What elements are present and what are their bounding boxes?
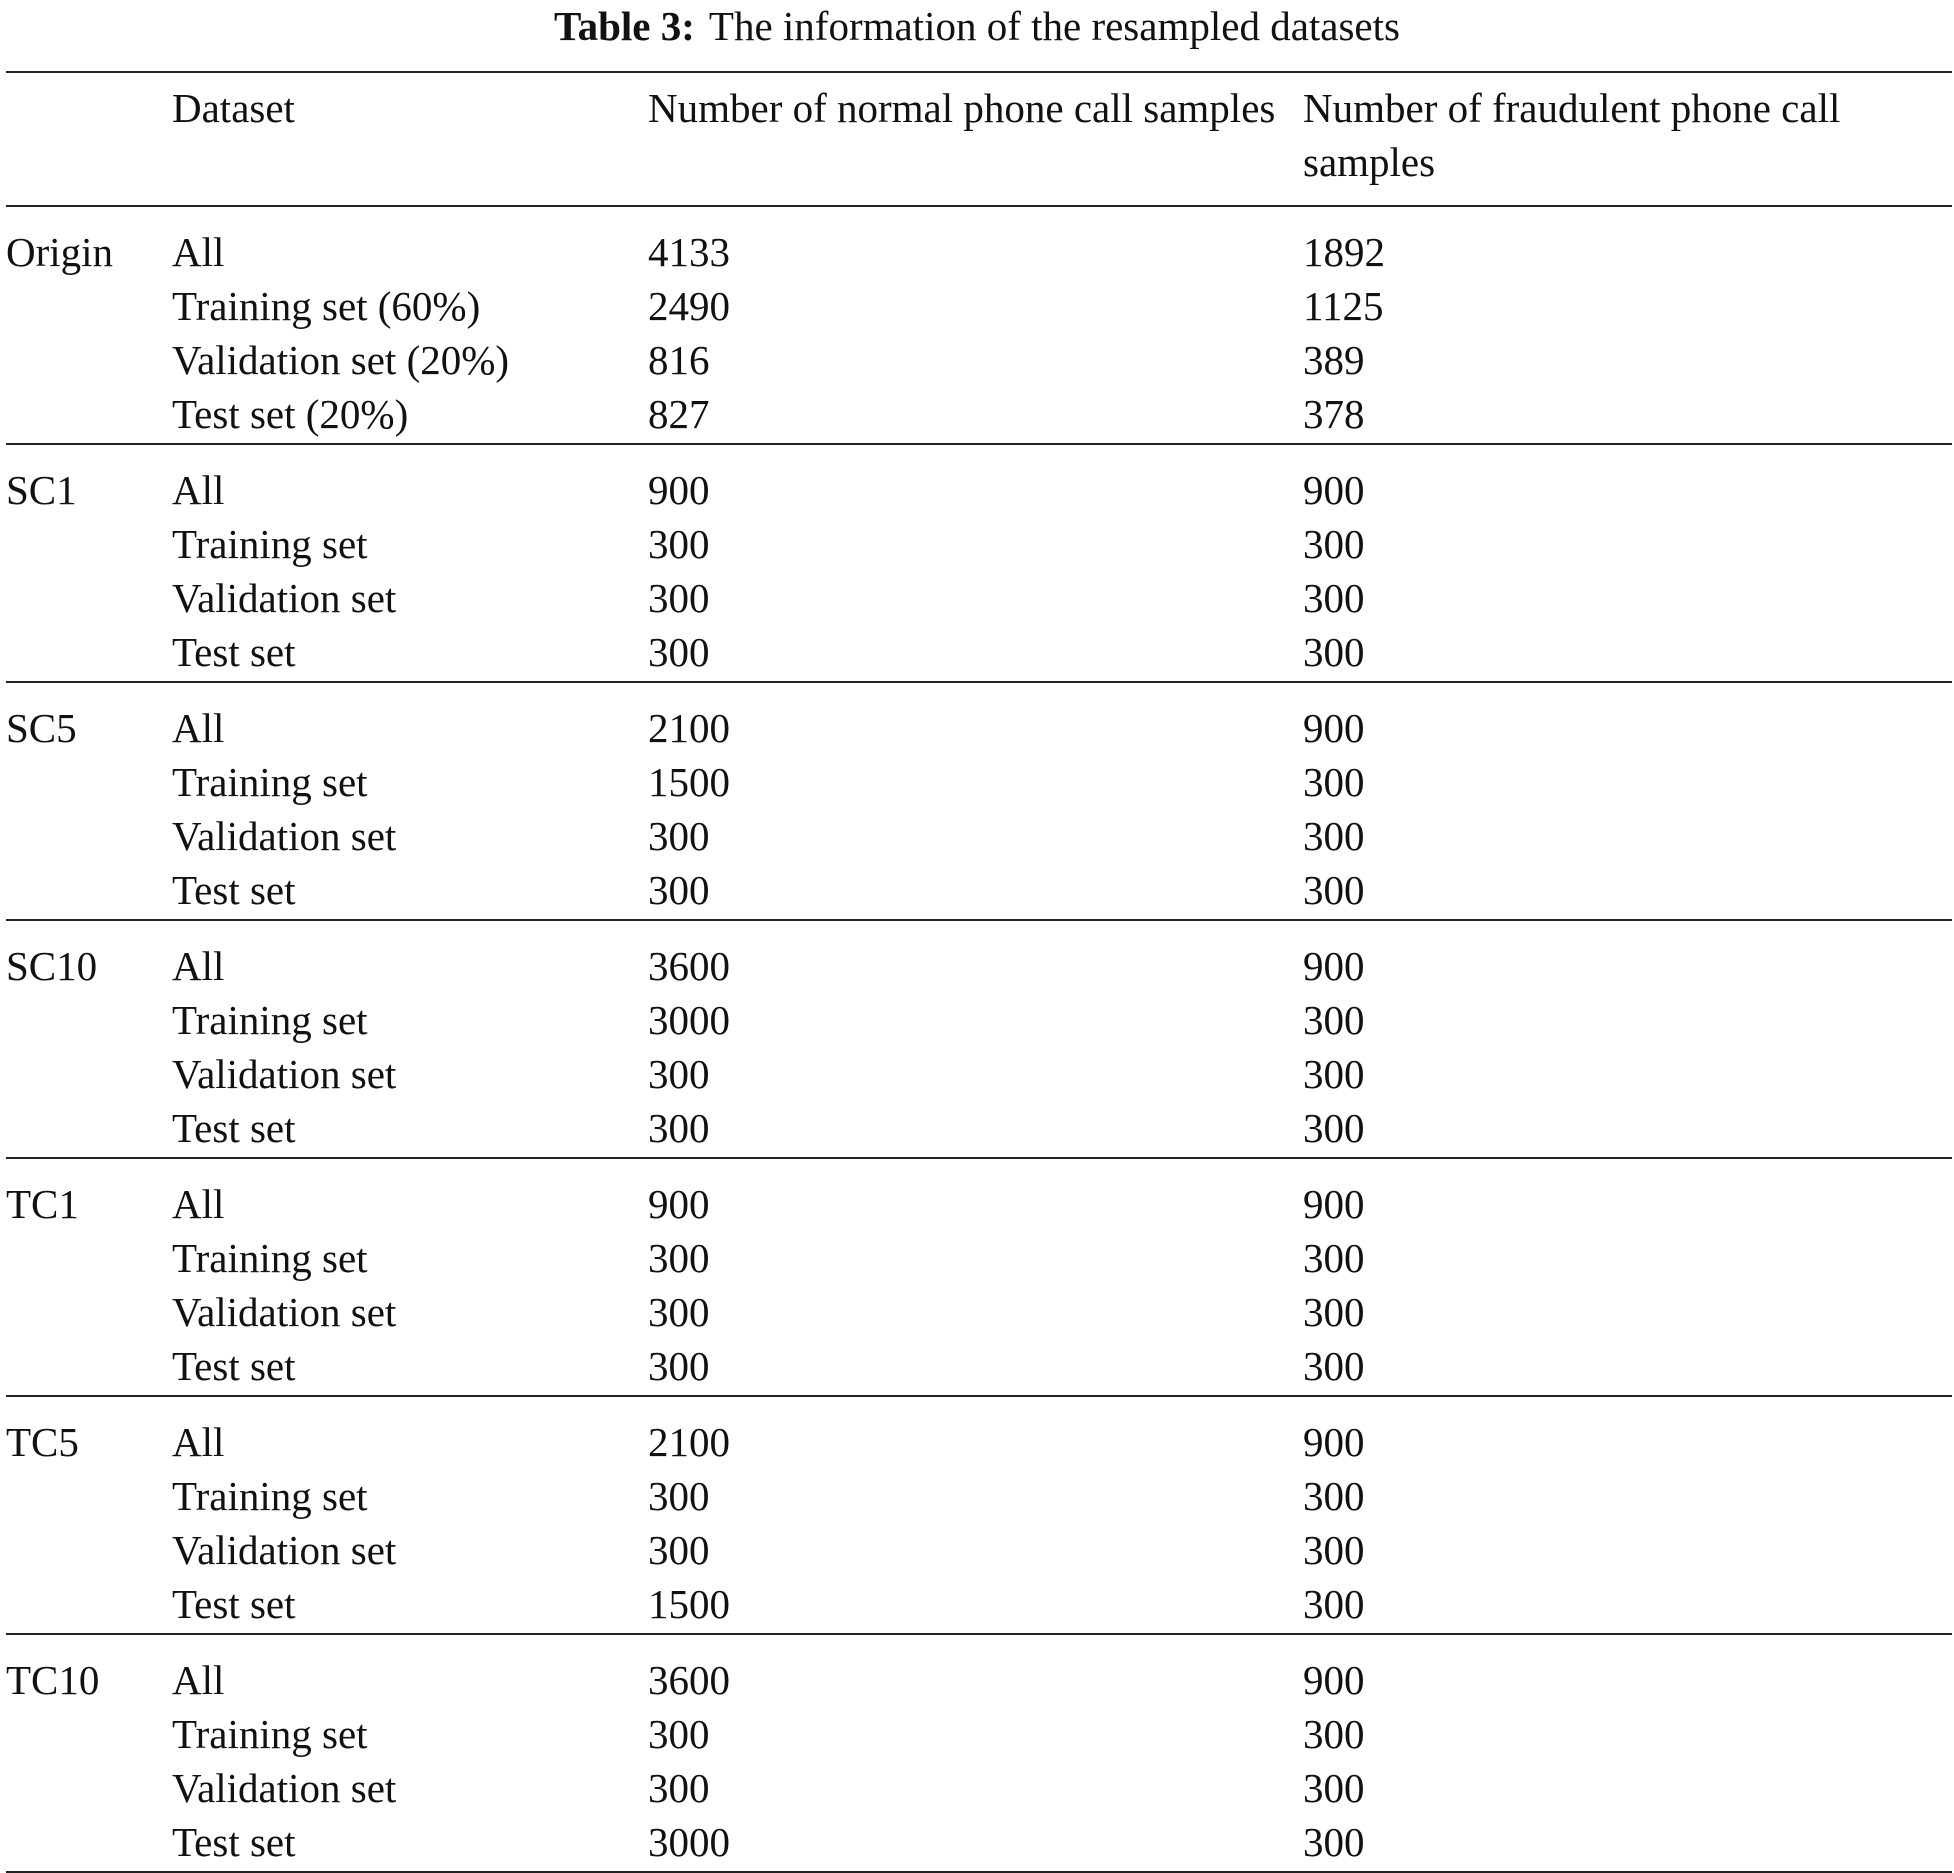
dataset-cell: All — [172, 467, 225, 513]
dataset-cell: Validation set — [172, 1765, 397, 1811]
table-row — [6, 1469, 1952, 1523]
group-label-empty — [6, 1707, 172, 1761]
dataset-cell: All — [172, 705, 225, 751]
fraudulent-count-cell: 900 — [1303, 705, 1365, 751]
table-row — [6, 1523, 1952, 1577]
column-header-fraudulent: Number of fraudulent phone call samples — [1303, 85, 1841, 185]
normal-count-cell: 3600 — [648, 943, 730, 989]
dataset-cell: Training set — [172, 1711, 368, 1757]
fraudulent-count-cell: 300 — [1303, 1581, 1365, 1627]
dataset-cell: Test set — [172, 1581, 296, 1627]
fraudulent-count-cell: 300 — [1303, 1051, 1365, 1097]
dataset-cell: Test set — [172, 1343, 296, 1389]
normal-count-cell: 300 — [648, 1235, 710, 1281]
normal-count-cell: 300 — [648, 813, 710, 859]
normal-count-cell: 300 — [648, 1343, 710, 1389]
table-row — [6, 1047, 1952, 1101]
table-row — [6, 444, 1952, 517]
group-label: TC5 — [6, 1419, 79, 1465]
dataset-cell: Training set — [172, 1473, 368, 1519]
table-row — [6, 1231, 1952, 1285]
table-row — [6, 1707, 1952, 1761]
dataset-cell: Test set (20%) — [172, 391, 409, 437]
group-label: SC10 — [6, 943, 98, 989]
normal-count-cell: 2100 — [648, 705, 730, 751]
table-row — [6, 387, 1952, 444]
dataset-cell: Training set (60%) — [172, 283, 481, 329]
fraudulent-count-cell: 1892 — [1303, 229, 1385, 275]
table-group — [6, 920, 1952, 1158]
normal-count-cell: 3000 — [648, 1819, 730, 1865]
normal-count-cell: 4133 — [648, 229, 730, 275]
group-label-empty — [6, 755, 172, 809]
fraudulent-count-cell: 300 — [1303, 1289, 1365, 1335]
fraudulent-count-cell: 300 — [1303, 1819, 1365, 1865]
fraudulent-count-cell: 378 — [1303, 391, 1365, 437]
table-row — [6, 517, 1952, 571]
dataset-cell: Test set — [172, 1105, 296, 1151]
fraudulent-count-cell: 900 — [1303, 1419, 1365, 1465]
table-group — [6, 1158, 1952, 1396]
normal-count-cell: 816 — [648, 337, 710, 383]
table-row — [6, 206, 1952, 279]
table-row — [6, 1285, 1952, 1339]
dataset-cell: Training set — [172, 521, 368, 567]
normal-count-cell: 300 — [648, 1105, 710, 1151]
group-label-empty — [6, 1339, 172, 1396]
table-group — [6, 1634, 1952, 1872]
table-group — [6, 1396, 1952, 1634]
dataset-cell: Validation set — [172, 1051, 397, 1097]
column-header-dataset: Dataset — [172, 85, 295, 131]
normal-count-cell: 300 — [648, 1289, 710, 1335]
table-row — [6, 682, 1952, 755]
group-label-empty — [6, 625, 172, 682]
fraudulent-count-cell: 300 — [1303, 1527, 1365, 1573]
dataset-cell: Test set — [172, 867, 296, 913]
group-label-empty — [6, 571, 172, 625]
normal-count-cell: 827 — [648, 391, 710, 437]
normal-count-cell: 300 — [648, 629, 710, 675]
dataset-cell: All — [172, 1181, 225, 1227]
group-label-empty — [6, 517, 172, 571]
group-label-empty — [6, 387, 172, 444]
group-label-empty — [6, 279, 172, 333]
table-row — [6, 1577, 1952, 1634]
normal-count-cell: 900 — [648, 467, 710, 513]
table-row — [6, 809, 1952, 863]
table-row — [6, 1634, 1952, 1707]
normal-count-cell: 900 — [648, 1181, 710, 1227]
table-row — [6, 279, 1952, 333]
normal-count-cell: 3600 — [648, 1657, 730, 1703]
table-row — [6, 1761, 1952, 1815]
table-row — [6, 1339, 1952, 1396]
fraudulent-count-cell: 900 — [1303, 1657, 1365, 1703]
normal-count-cell: 300 — [648, 1711, 710, 1757]
table-row — [6, 920, 1952, 993]
dataset-cell: Validation set — [172, 1289, 397, 1335]
dataset-cell: Validation set — [172, 575, 397, 621]
dataset-cell: All — [172, 1657, 225, 1703]
group-label-empty — [6, 809, 172, 863]
group-label-empty — [6, 993, 172, 1047]
fraudulent-count-cell: 300 — [1303, 867, 1365, 913]
fraudulent-count-cell: 300 — [1303, 1473, 1365, 1519]
column-header-group — [6, 72, 172, 206]
table-group — [6, 444, 1952, 682]
group-label-empty — [6, 1523, 172, 1577]
column-header-normal: Number of normal phone call samples — [648, 85, 1276, 131]
table-row — [6, 1101, 1952, 1158]
normal-count-cell: 300 — [648, 1051, 710, 1097]
table-row — [6, 1396, 1952, 1469]
normal-count-cell: 300 — [648, 1765, 710, 1811]
dataset-cell: Validation set — [172, 1527, 397, 1573]
fraudulent-count-cell: 300 — [1303, 1765, 1365, 1811]
normal-count-cell: 300 — [648, 1527, 710, 1573]
resampled-datasets-table — [6, 71, 1952, 1873]
table-row — [6, 863, 1952, 920]
group-label: Origin — [6, 229, 114, 275]
fraudulent-count-cell: 300 — [1303, 521, 1365, 567]
table-row — [6, 1815, 1952, 1872]
table-row — [6, 333, 1952, 387]
group-label-empty — [6, 1761, 172, 1815]
group-label-empty — [6, 1047, 172, 1101]
fraudulent-count-cell: 300 — [1303, 813, 1365, 859]
fraudulent-count-cell: 300 — [1303, 997, 1365, 1043]
normal-count-cell: 3000 — [648, 997, 730, 1043]
group-label: SC1 — [6, 467, 77, 513]
dataset-cell: Validation set — [172, 813, 397, 859]
dataset-cell: Validation set (20%) — [172, 337, 510, 383]
fraudulent-count-cell: 900 — [1303, 467, 1365, 513]
group-label-empty — [6, 1231, 172, 1285]
dataset-cell: All — [172, 943, 225, 989]
table-header — [6, 72, 1952, 206]
group-label-empty — [6, 333, 172, 387]
group-label-empty — [6, 1577, 172, 1634]
table-group — [6, 206, 1952, 444]
group-label-empty — [6, 863, 172, 920]
dataset-cell: Test set — [172, 629, 296, 675]
table-group — [6, 682, 1952, 920]
normal-count-cell: 300 — [648, 521, 710, 567]
table-caption-label: Table 3: — [554, 3, 695, 49]
fraudulent-count-cell: 300 — [1303, 629, 1365, 675]
fraudulent-count-cell: 300 — [1303, 759, 1365, 805]
table-row — [6, 993, 1952, 1047]
group-label: SC5 — [6, 705, 77, 751]
dataset-cell: Training set — [172, 1235, 368, 1281]
fraudulent-count-cell: 300 — [1303, 1235, 1365, 1281]
normal-count-cell: 300 — [648, 575, 710, 621]
group-label-empty — [6, 1815, 172, 1872]
group-label-empty — [6, 1101, 172, 1158]
group-label: TC10 — [6, 1657, 100, 1703]
fraudulent-count-cell: 300 — [1303, 1105, 1365, 1151]
fraudulent-count-cell: 900 — [1303, 1181, 1365, 1227]
normal-count-cell: 300 — [648, 1473, 710, 1519]
group-label: TC1 — [6, 1181, 79, 1227]
table-row — [6, 755, 1952, 809]
normal-count-cell: 1500 — [648, 759, 730, 805]
fraudulent-count-cell: 389 — [1303, 337, 1365, 383]
table-row — [6, 571, 1952, 625]
normal-count-cell: 2490 — [648, 283, 730, 329]
fraudulent-count-cell: 900 — [1303, 943, 1365, 989]
dataset-cell: Training set — [172, 997, 368, 1043]
normal-count-cell: 300 — [648, 867, 710, 913]
table-row — [6, 625, 1952, 682]
table-caption — [0, 0, 1954, 52]
normal-count-cell: 2100 — [648, 1419, 730, 1465]
fraudulent-count-cell: 300 — [1303, 1343, 1365, 1389]
group-label-empty — [6, 1469, 172, 1523]
fraudulent-count-cell: 300 — [1303, 1711, 1365, 1757]
header-row — [6, 72, 1952, 206]
normal-count-cell: 1500 — [648, 1581, 730, 1627]
dataset-cell: All — [172, 1419, 225, 1465]
table-caption-text: The information of the resampled datasets — [708, 3, 1400, 49]
fraudulent-count-cell: 300 — [1303, 575, 1365, 621]
dataset-cell: Test set — [172, 1819, 296, 1865]
dataset-cell: Training set — [172, 759, 368, 805]
fraudulent-count-cell: 1125 — [1303, 283, 1384, 329]
dataset-cell: All — [172, 229, 225, 275]
group-label-empty — [6, 1285, 172, 1339]
table-row — [6, 1158, 1952, 1231]
